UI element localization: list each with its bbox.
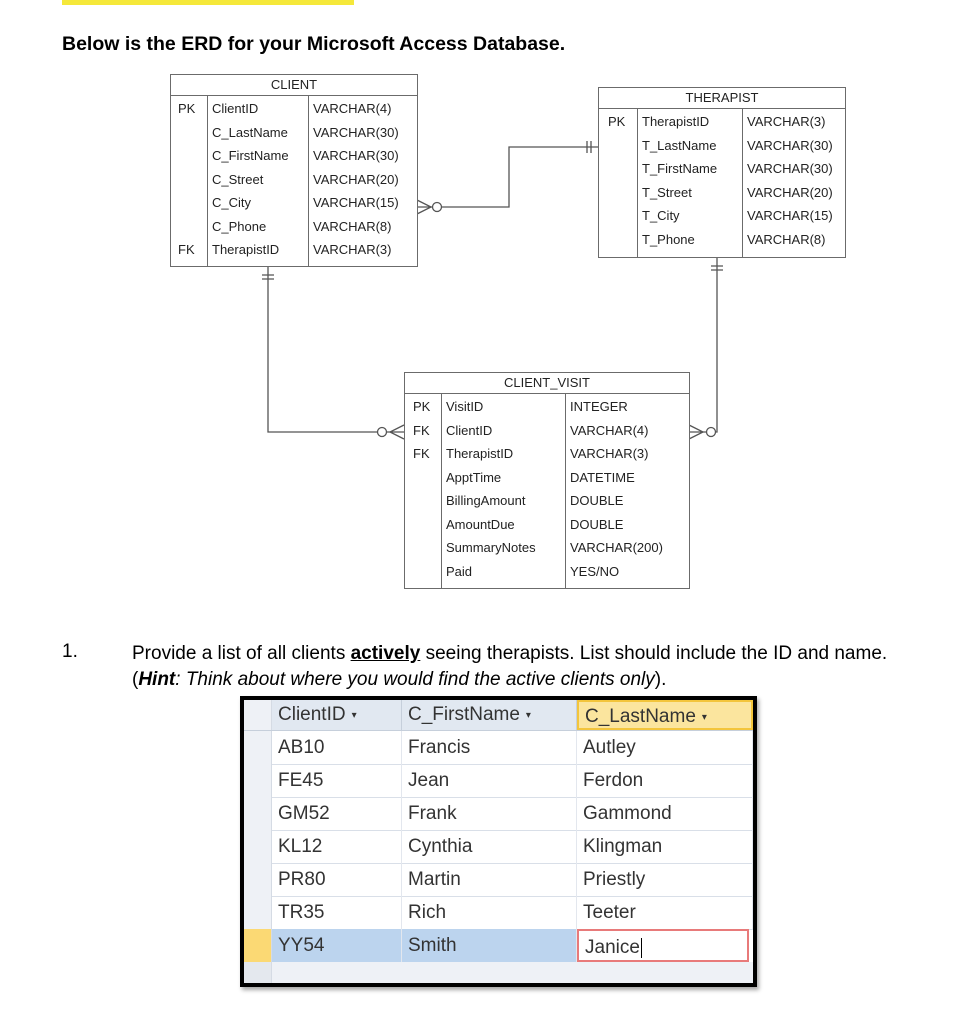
entity-row (405, 466, 689, 490)
entity-row (599, 134, 845, 158)
entity-row (171, 238, 417, 262)
entity-row (171, 191, 417, 215)
field-name: T_Phone (642, 231, 695, 247)
key-label: FK (178, 242, 195, 257)
table-row[interactable] (244, 764, 753, 798)
field-name: BillingAmount (446, 493, 526, 508)
field-type: VARCHAR(20) (747, 184, 833, 200)
field-name: ClientID (212, 101, 259, 116)
cell-firstname[interactable]: Rich (402, 896, 577, 929)
zero-optional-marker (707, 428, 716, 437)
table-row-current[interactable] (244, 929, 753, 963)
page-heading: Below is the ERD for your Microsoft Access Database. (62, 33, 566, 55)
hint-label: Hint (138, 669, 176, 690)
row-selector[interactable] (244, 764, 272, 797)
field-name: TherapistID (642, 114, 710, 129)
field-name: ApptTime (446, 469, 502, 485)
field-type: VARCHAR(3) (313, 242, 392, 257)
field-type: VARCHAR(3) (570, 446, 649, 461)
field-type: VARCHAR(15) (747, 208, 833, 223)
query-results-datasheet (240, 696, 757, 987)
select-all-corner[interactable] (244, 700, 272, 730)
entity-row (405, 560, 689, 584)
cell-lastname-editing[interactable]: Janice (577, 929, 749, 962)
entity-title: THERAPIST (599, 88, 845, 109)
key-label: PK (608, 114, 626, 129)
key-label: FK (413, 422, 430, 438)
field-type: DOUBLE (570, 516, 624, 532)
entity-row (599, 157, 845, 181)
entity-row (171, 168, 417, 192)
cell-firstname[interactable]: Jean (402, 764, 577, 797)
field-name: C_LastName (212, 124, 288, 140)
entity-row (171, 144, 417, 168)
dropdown-arrow-icon[interactable]: ▾ (351, 710, 357, 721)
question-number: 1. (62, 641, 78, 662)
field-type: YES/NO (570, 563, 620, 579)
row-selector[interactable] (244, 863, 272, 896)
client-therapist-relationship-line (417, 147, 598, 207)
entity-row (599, 181, 845, 205)
cell-clientid[interactable]: PR80 (272, 863, 402, 896)
field-type: VARCHAR(8) (313, 218, 392, 234)
cell-lastname[interactable]: Priestly (577, 863, 753, 896)
entity-therapist (598, 87, 846, 258)
cell-lastname[interactable]: Ferdon (577, 764, 753, 797)
row-selector[interactable] (244, 731, 272, 764)
entity-row (405, 536, 689, 560)
cell-firstname[interactable]: Frank (402, 797, 577, 830)
datasheet-header (244, 700, 753, 731)
column-header-firstname[interactable]: C_FirstName ▾ (402, 700, 577, 730)
table-row[interactable] (244, 797, 753, 831)
field-type: VARCHAR(30) (747, 137, 833, 153)
entity-row (405, 395, 689, 419)
cell-clientid[interactable]: GM52 (272, 797, 402, 830)
field-name: SummaryNotes (446, 540, 536, 555)
cell-clientid[interactable]: AB10 (272, 731, 402, 764)
entity-row (405, 442, 689, 466)
entity-client-visit (404, 372, 690, 589)
client-visit-relationship-line (268, 266, 404, 432)
field-name: T_FirstName (642, 161, 718, 176)
dropdown-arrow-icon[interactable]: ▾ (525, 710, 531, 721)
cell-clientid[interactable]: TR35 (272, 896, 402, 929)
field-type: DOUBLE (570, 493, 624, 508)
datasheet-empty-area (244, 962, 753, 983)
row-selector[interactable] (244, 830, 272, 863)
cell-lastname[interactable]: Autley (577, 731, 753, 764)
table-row[interactable] (244, 830, 753, 864)
field-name: T_City (642, 208, 680, 223)
field-type: VARCHAR(30) (747, 161, 833, 176)
cell-lastname[interactable]: Klingman (577, 830, 753, 863)
cell-firstname[interactable]: Francis (402, 731, 577, 764)
field-type: VARCHAR(8) (747, 231, 826, 247)
field-name: C_Street (212, 171, 264, 187)
field-name: T_LastName (642, 137, 717, 153)
entity-row (405, 489, 689, 513)
entity-row (599, 110, 845, 134)
field-name: VisitID (446, 399, 484, 414)
field-type: DATETIME (570, 469, 635, 485)
field-name: AmountDue (446, 516, 515, 532)
column-header-clientid[interactable]: ClientID ▾ (272, 700, 402, 730)
cell-firstname[interactable]: Martin (402, 863, 577, 896)
field-type: VARCHAR(30) (313, 124, 399, 140)
cell-firstname[interactable]: Cynthia (402, 830, 577, 863)
cell-clientid[interactable]: FE45 (272, 764, 402, 797)
field-type: VARCHAR(200) (570, 540, 663, 555)
entity-row (171, 121, 417, 145)
field-name: C_Phone (212, 218, 267, 234)
field-name: C_City (212, 195, 252, 210)
entity-title: CLIENT (171, 75, 417, 96)
key-label: PK (178, 101, 196, 116)
entity-title: CLIENT_VISIT (405, 373, 689, 394)
table-row[interactable] (244, 896, 753, 930)
entity-row (405, 419, 689, 443)
field-name: TherapistID (446, 446, 514, 461)
question-emphasis: actively (350, 643, 421, 664)
table-row[interactable] (244, 731, 753, 765)
field-name: TherapistID (212, 242, 280, 257)
field-type: VARCHAR(20) (313, 171, 399, 187)
column-header-lastname[interactable]: C_LastName ▾ (577, 700, 753, 730)
field-name: C_FirstName (212, 148, 289, 163)
row-selector[interactable] (244, 797, 272, 830)
cell-lastname[interactable]: Teeter (577, 896, 753, 929)
field-type: VARCHAR(4) (570, 422, 649, 438)
new-record-selector[interactable] (244, 962, 272, 983)
entity-row (599, 228, 845, 252)
field-type: INTEGER (570, 399, 628, 414)
entity-row (599, 204, 845, 228)
entity-row (405, 513, 689, 537)
field-name: T_Street (642, 184, 692, 200)
field-type: VARCHAR(3) (747, 114, 826, 129)
entity-row (171, 215, 417, 239)
row-selector[interactable] (244, 896, 272, 929)
cell-clientid[interactable]: KL12 (272, 830, 402, 863)
field-type: VARCHAR(15) (313, 195, 399, 210)
entity-row (171, 97, 417, 121)
cell-firstname[interactable]: Smith (402, 929, 577, 962)
text-caret (641, 938, 643, 958)
question-text: Provide a list of all clients actively seeing therapists. List should include the ID and name. (Hint: Think about where you would find the active clients only). (132, 643, 888, 690)
cell-clientid[interactable]: YY54 (272, 929, 402, 962)
therapist-visit-relationship-line (689, 258, 717, 432)
row-selector[interactable] (244, 929, 272, 962)
zero-optional-marker (433, 203, 442, 212)
key-label: PK (413, 399, 431, 414)
zero-optional-marker (378, 428, 387, 437)
field-type: VARCHAR(30) (313, 148, 399, 163)
table-row[interactable] (244, 863, 753, 897)
entity-client (170, 74, 418, 267)
cell-lastname[interactable]: Gammond (577, 797, 753, 830)
field-type: VARCHAR(4) (313, 101, 392, 116)
field-name: ClientID (446, 422, 493, 438)
dropdown-arrow-icon[interactable]: ▾ (701, 712, 707, 723)
field-name: Paid (446, 563, 473, 579)
key-label: FK (413, 446, 430, 461)
